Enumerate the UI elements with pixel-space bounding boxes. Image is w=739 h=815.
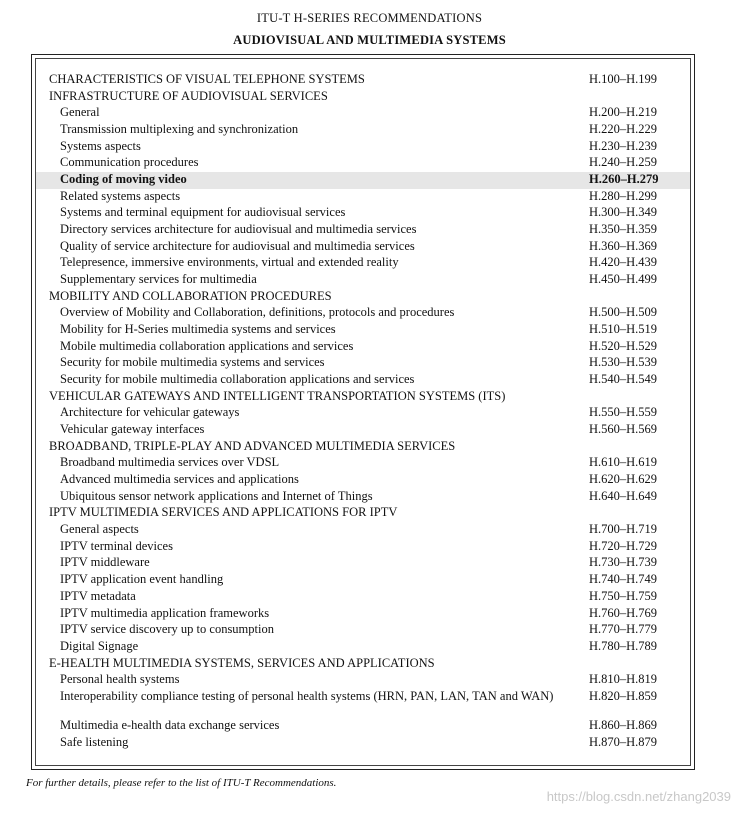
subcategory-row (36, 522, 690, 539)
category-row (36, 439, 690, 456)
recommendation-range: H.360–H.369 (589, 238, 658, 253)
recommendation-range: H.280–H.299 (589, 188, 658, 203)
recommendation-range: H.200–H.219 (589, 105, 658, 120)
recommendation-range: H.350–H.359 (589, 222, 658, 237)
subcategory-label: Communication procedures (60, 155, 199, 170)
category-label: BROADBAND, TRIPLE-PLAY AND ADVANCED MULTIMEDIA SERVICES (49, 438, 456, 453)
subcategory-row (36, 222, 690, 239)
subcategory-row (36, 672, 690, 689)
subcategory-row (36, 355, 690, 372)
recommendation-range: H.740–H.749 (589, 572, 658, 587)
subcategory-label: General aspects (60, 522, 139, 537)
subcategory-label: Multimedia e-health data exchange services (60, 718, 280, 733)
recommendation-range: H.780–H.789 (589, 638, 658, 653)
recommendation-range: H.450–H.499 (589, 272, 658, 287)
category-label: VEHICULAR GATEWAYS AND INTELLIGENT TRANSPORTATION SYSTEMS (ITS) (49, 388, 506, 403)
subcategory-label: Systems aspects (60, 138, 141, 153)
subcategory-label: Safe listening (60, 734, 129, 749)
subcategory-label: Supplementary services for multimedia (60, 272, 257, 287)
category-row (36, 389, 690, 406)
subcategory-row (36, 572, 690, 589)
subcategory-row (36, 405, 690, 422)
subcategory-row (36, 305, 690, 322)
subcategory-label: Overview of Mobility and Collaboration, definitions, protocols and procedures (60, 305, 455, 320)
category-row (36, 72, 690, 89)
recommendation-range: H.260–H.279 (589, 172, 659, 187)
category-row (36, 505, 690, 522)
subcategory-label: Related systems aspects (60, 188, 181, 203)
recommendation-range: H.530–H.539 (589, 355, 658, 370)
series-title: ITU-T H-SERIES RECOMMENDATIONS (256, 11, 483, 25)
category-label: IPTV MULTIMEDIA SERVICES AND APPLICATIONS FOR IPTV (49, 505, 398, 520)
recommendation-range: H.730–H.739 (589, 555, 658, 570)
subcategory-label: IPTV terminal devices (60, 538, 173, 553)
subcategory-row (36, 539, 690, 556)
subcategory-label: Interoperability compliance testing of personal health systems (HRN, PAN, LAN, TAN and WAN) (60, 688, 554, 703)
subcategory-label: Systems and terminal equipment for audiovisual services (60, 205, 346, 220)
recommendation-range: H.510–H.519 (589, 322, 658, 337)
category-row (36, 89, 690, 106)
recommendation-range: H.820–H.859 (589, 688, 658, 703)
subcategory-label: General (60, 105, 100, 120)
recommendation-range: H.770–H.779 (589, 622, 658, 637)
subcategory-label: IPTV service discovery up to consumption (60, 622, 274, 637)
category-label: E-HEALTH MULTIMEDIA SYSTEMS, SERVICES AND APPLICATIONS (49, 655, 435, 670)
recommendation-range: H.230–H.239 (589, 138, 658, 153)
recommendation-range: H.220–H.229 (589, 122, 658, 137)
subcategory-label: IPTV application event handling (60, 572, 224, 587)
category-label: CHARACTERISTICS OF VISUAL TELEPHONE SYSTEMS (49, 72, 365, 86)
subcategory-row (36, 239, 690, 256)
subcategory-label: Directory services architecture for audiovisual and multimedia services (60, 222, 417, 237)
recommendation-range: H.860–H.869 (589, 718, 658, 733)
subcategory-row (36, 155, 690, 172)
subcategory-row (36, 455, 690, 472)
recommendation-range: H.720–H.729 (589, 538, 658, 553)
subcategory-row (36, 555, 690, 572)
recommendation-range: H.610–H.619 (589, 455, 658, 470)
subcategory-row (36, 718, 690, 735)
category-row (36, 656, 690, 673)
subcategory-label: Vehicular gateway interfaces (60, 422, 205, 437)
footer-note: For further details, please refer to the list of ITU-T Recommendations. (26, 777, 337, 789)
subcategory-label: Coding of moving video (60, 172, 187, 187)
subcategory-label: Ubiquitous sensor network applications and Internet of Things (60, 488, 373, 503)
recommendation-range: H.700–H.719 (589, 522, 658, 537)
subcategory-row (36, 489, 690, 506)
subcategory-label: Quality of service architecture for audiovisual and multimedia services (60, 238, 415, 253)
recommendation-range: H.750–H.759 (589, 588, 658, 603)
recommendation-range: H.620–H.629 (589, 472, 658, 487)
recommendation-range: H.100–H.199 (589, 72, 658, 86)
subcategory-label: Broadband multimedia services over VDSL (60, 455, 280, 470)
recommendation-range: H.540–H.549 (589, 372, 658, 387)
subcategory-row (36, 735, 690, 752)
recommendation-range: H.810–H.819 (589, 672, 658, 687)
recommendation-range: H.240–H.259 (589, 155, 658, 170)
subcategory-row (36, 189, 690, 206)
subcategory-label: Architecture for vehicular gateways (60, 405, 240, 420)
subcategory-label: IPTV multimedia application frameworks (60, 605, 270, 620)
subcategory-row (36, 589, 690, 606)
series-subtitle: AUDIOVISUAL AND MULTIMEDIA SYSTEMS (233, 33, 506, 47)
recommendation-range: H.640–H.649 (589, 488, 658, 503)
subcategory-row (36, 372, 690, 389)
subcategory-row (36, 606, 690, 623)
subcategory-row (36, 322, 690, 339)
subcategory-label: Advanced multimedia services and applications (60, 472, 299, 487)
recommendation-range: H.520–H.529 (589, 338, 658, 353)
subcategory-row (36, 272, 690, 289)
category-label: MOBILITY AND COLLABORATION PROCEDURES (49, 288, 332, 303)
subcategory-row (36, 105, 690, 122)
subcategory-row (36, 139, 690, 156)
subcategory-row (36, 339, 690, 356)
subcategory-row (36, 122, 690, 139)
subcategory-row (36, 172, 690, 189)
subcategory-label: Transmission multiplexing and synchronization (60, 122, 299, 137)
subcategory-label: IPTV metadata (60, 588, 136, 603)
recommendation-range: H.560–H.569 (589, 422, 658, 437)
subcategory-row (36, 205, 690, 222)
subcategory-row (36, 422, 690, 439)
recommendation-range: H.870–H.879 (589, 734, 658, 749)
subcategory-label: Mobile multimedia collaboration applications and services (60, 338, 354, 353)
subcategory-row (36, 689, 690, 718)
subcategory-label: Mobility for H-Series multimedia systems and services (60, 322, 336, 337)
subcategory-label: Security for mobile multimedia collaboration applications and services (60, 372, 415, 387)
subcategory-row (36, 639, 690, 656)
recommendations-table (36, 72, 690, 751)
subcategory-label: Telepresence, immersive environments, virtual and extended reality (60, 255, 399, 270)
subcategory-row (36, 622, 690, 639)
recommendation-range: H.500–H.509 (589, 305, 658, 320)
subcategory-row (36, 255, 690, 272)
subcategory-label: Personal health systems (60, 672, 180, 687)
subcategory-label: Digital Signage (60, 638, 139, 653)
recommendation-range: H.760–H.769 (589, 605, 658, 620)
watermark: https://blog.csdn.net/zhang2039 (546, 789, 731, 804)
category-label: INFRASTRUCTURE OF AUDIOVISUAL SERVICES (49, 88, 328, 103)
recommendation-range: H.300–H.349 (589, 205, 658, 220)
recommendation-range: H.420–H.439 (589, 255, 658, 270)
category-row (36, 289, 690, 306)
subcategory-label: IPTV middleware (60, 555, 150, 570)
recommendation-range: H.550–H.559 (589, 405, 658, 420)
subcategory-label: Security for mobile multimedia systems and services (60, 355, 325, 370)
subcategory-row (36, 472, 690, 489)
